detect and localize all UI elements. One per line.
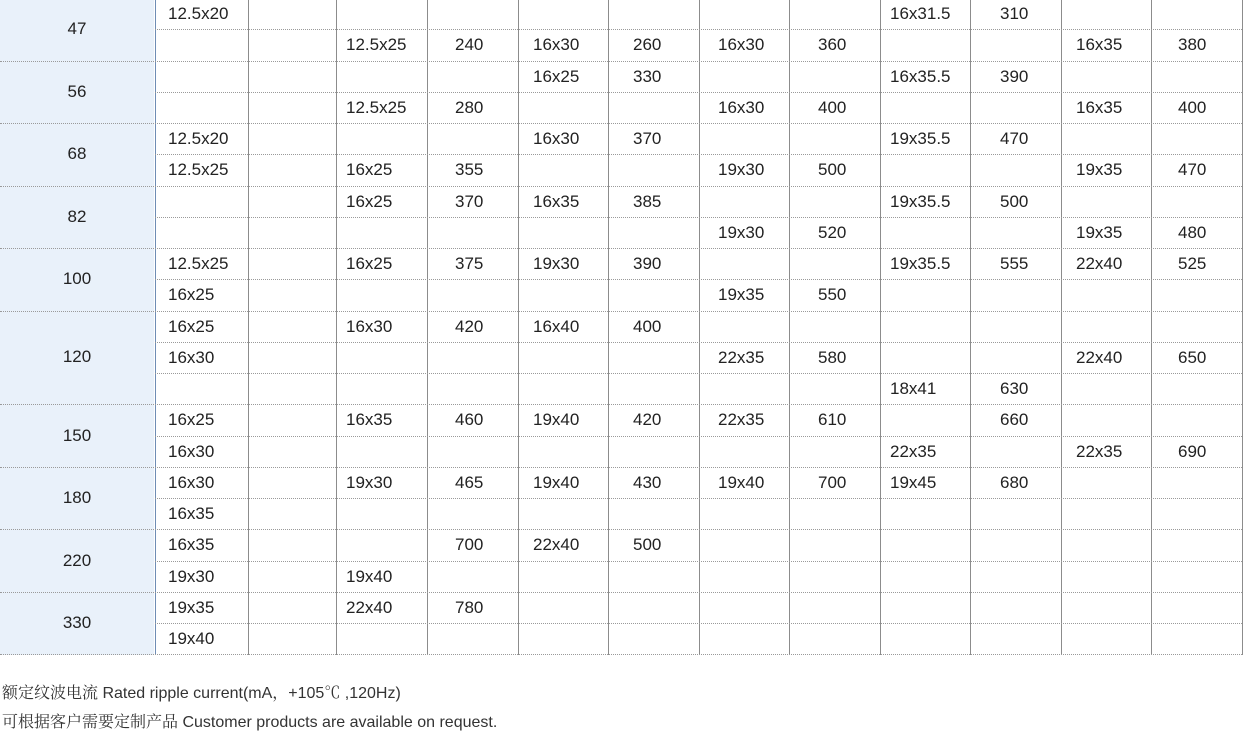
table-cell: 19x30	[718, 222, 765, 242]
column-divider	[1061, 0, 1062, 655]
table-cell: 22x35	[718, 347, 765, 367]
capacitance-value: 180	[62, 488, 92, 507]
column-divider	[970, 0, 971, 655]
table-cell: 500	[633, 535, 662, 555]
table-cell: 465	[455, 472, 484, 492]
table-cell: 430	[633, 472, 662, 492]
table-cell: 16x30	[168, 347, 215, 367]
table-cell: 370	[455, 191, 484, 211]
table-cell: 525	[1178, 254, 1207, 273]
table-cell: 12.5x25	[346, 35, 407, 55]
table-cell: 16x30	[718, 97, 765, 117]
table-cell: 16x35	[1076, 97, 1123, 117]
capacitance-value: 56	[67, 81, 87, 101]
table-cell: 390	[1000, 66, 1029, 86]
table-cell: 16x30	[533, 129, 580, 148]
table-cell: 19x35	[718, 285, 765, 305]
row-divider	[155, 561, 1242, 562]
table-cell: 16x35	[168, 504, 215, 523]
table-cell: 19x35	[1076, 222, 1123, 242]
table-cell: 390	[633, 254, 662, 273]
table-cell: 19x30	[168, 566, 215, 586]
table-cell: 19x45	[890, 472, 937, 492]
table-cell: 19x40	[168, 629, 215, 648]
column-divider	[608, 0, 609, 655]
table-cell: 470	[1000, 129, 1029, 148]
table-cell: 16x25	[533, 66, 580, 86]
column-divider	[518, 0, 519, 655]
table-cell: 630	[1000, 379, 1029, 398]
table-cell: 12.5x20	[168, 129, 229, 148]
table-cell: 400	[633, 316, 662, 336]
table-cell: 16x30	[168, 441, 215, 461]
table-cell: 19x30	[718, 160, 765, 180]
table-cell: 550	[818, 285, 847, 305]
table-cell: 400	[818, 97, 847, 117]
table-cell: 19x35.5	[890, 254, 951, 273]
capacitance-value: 68	[67, 144, 87, 164]
table-cell: 660	[1000, 410, 1029, 430]
table-cell: 16x30	[346, 316, 393, 336]
table-cell: 400	[1178, 97, 1207, 117]
column-divider	[427, 0, 428, 655]
table-cell: 16x35	[1076, 35, 1123, 55]
row-divider	[155, 623, 1242, 624]
capacitance-value: 220	[62, 550, 92, 570]
row-divider	[155, 373, 1242, 374]
table-cell: 12.5x25	[346, 97, 407, 117]
table-cell: 500	[818, 160, 847, 180]
column-divider	[248, 0, 249, 655]
customer-request-note: 可根据客户需要定制产品 Customer products are available on request.	[2, 714, 498, 731]
table-cell: 330	[633, 66, 662, 86]
column-divider	[699, 0, 700, 655]
table-cell: 19x35.5	[890, 129, 951, 148]
table-cell: 480	[1178, 222, 1207, 242]
table-cell: 240	[455, 35, 484, 55]
table-cell: 700	[455, 535, 484, 555]
table-cell: 19x40	[533, 410, 580, 430]
table-cell: 460	[455, 410, 484, 430]
table-cell: 16x35	[168, 535, 215, 555]
row-divider	[155, 279, 1242, 280]
table-cell: 19x30	[533, 254, 580, 273]
table-cell: 16x40	[533, 316, 580, 336]
table-cell: 16x25	[346, 191, 393, 211]
column-divider	[1151, 0, 1152, 655]
row-group-divider	[0, 61, 1242, 62]
column-divider	[336, 0, 337, 655]
table-cell: 310	[1000, 4, 1029, 23]
table-cell: 360	[818, 35, 847, 55]
table-cell: 22x40	[533, 535, 580, 555]
column-divider	[155, 0, 156, 655]
table-cell: 380	[1178, 35, 1207, 55]
table-cell: 16x35	[346, 410, 393, 430]
table-cell: 580	[818, 347, 847, 367]
table-cell: 555	[1000, 254, 1029, 273]
table-cell: 16x31.5	[890, 4, 951, 23]
table-cell: 22x40	[1076, 347, 1123, 367]
table-cell: 12.5x25	[168, 160, 229, 180]
table-cell: 500	[1000, 191, 1029, 211]
table-cell: 610	[818, 410, 847, 430]
rated-ripple-note: 额定纹波电流 Rated ripple current(mA，+105℃ ,120Hz)	[2, 685, 401, 702]
table-cell: 22x40	[1076, 254, 1123, 273]
table-cell: 780	[455, 597, 484, 617]
column-divider	[1242, 0, 1243, 655]
table-cell: 16x35.5	[890, 66, 951, 86]
table-cell: 280	[455, 97, 484, 117]
table-cell: 16x30	[168, 472, 215, 492]
table-cell: 16x25	[346, 254, 393, 273]
table-cell: 690	[1178, 441, 1207, 461]
table-cell: 420	[455, 316, 484, 336]
table-cell: 22x35	[1076, 441, 1123, 461]
capacitance-value: 330	[62, 613, 92, 632]
table-cell: 19x35.5	[890, 191, 951, 211]
row-group-divider	[0, 654, 1242, 655]
table-cell: 385	[633, 191, 662, 211]
table-cell: 16x25	[168, 316, 215, 336]
table-cell: 12.5x25	[168, 254, 229, 273]
row-divider	[155, 498, 1242, 499]
table-cell: 16x30	[718, 35, 765, 55]
row-group-divider	[0, 186, 1242, 187]
table-cell: 18x41	[890, 379, 937, 398]
capacitance-value: 150	[62, 425, 92, 445]
table-cell: 16x25	[346, 160, 393, 180]
table-cell: 16x25	[168, 410, 215, 430]
table-cell: 355	[455, 160, 484, 180]
table-cell: 650	[1178, 347, 1207, 367]
table-cell: 375	[455, 254, 484, 273]
table-cell: 700	[818, 472, 847, 492]
table-cell: 19x35	[168, 597, 215, 617]
column-divider	[789, 0, 790, 655]
table-cell: 260	[633, 35, 662, 55]
capacitance-value: 82	[67, 206, 87, 226]
table-cell: 520	[818, 222, 847, 242]
table-cell: 370	[633, 129, 662, 148]
column-divider	[880, 0, 881, 655]
table-cell: 22x40	[346, 597, 393, 617]
table-cell: 22x35	[718, 410, 765, 430]
capacitance-value: 47	[67, 19, 87, 39]
table-cell: 19x40	[718, 472, 765, 492]
table-cell: 19x35	[1076, 160, 1123, 180]
table-cell: 470	[1178, 160, 1207, 180]
table-cell: 19x40	[533, 472, 580, 492]
table-cell: 16x35	[533, 191, 580, 211]
table-cell: 420	[633, 410, 662, 430]
table-cell: 16x30	[533, 35, 580, 55]
table-cell: 19x30	[346, 472, 393, 492]
table-cell: 16x25	[168, 285, 215, 305]
table-cell: 12.5x20	[168, 4, 229, 23]
table-cell: 19x40	[346, 566, 393, 586]
table-cell: 22x35	[890, 441, 937, 461]
capacitance-value: 100	[62, 269, 92, 289]
capacitance-value: 120	[62, 347, 92, 367]
table-cell: 680	[1000, 472, 1029, 492]
